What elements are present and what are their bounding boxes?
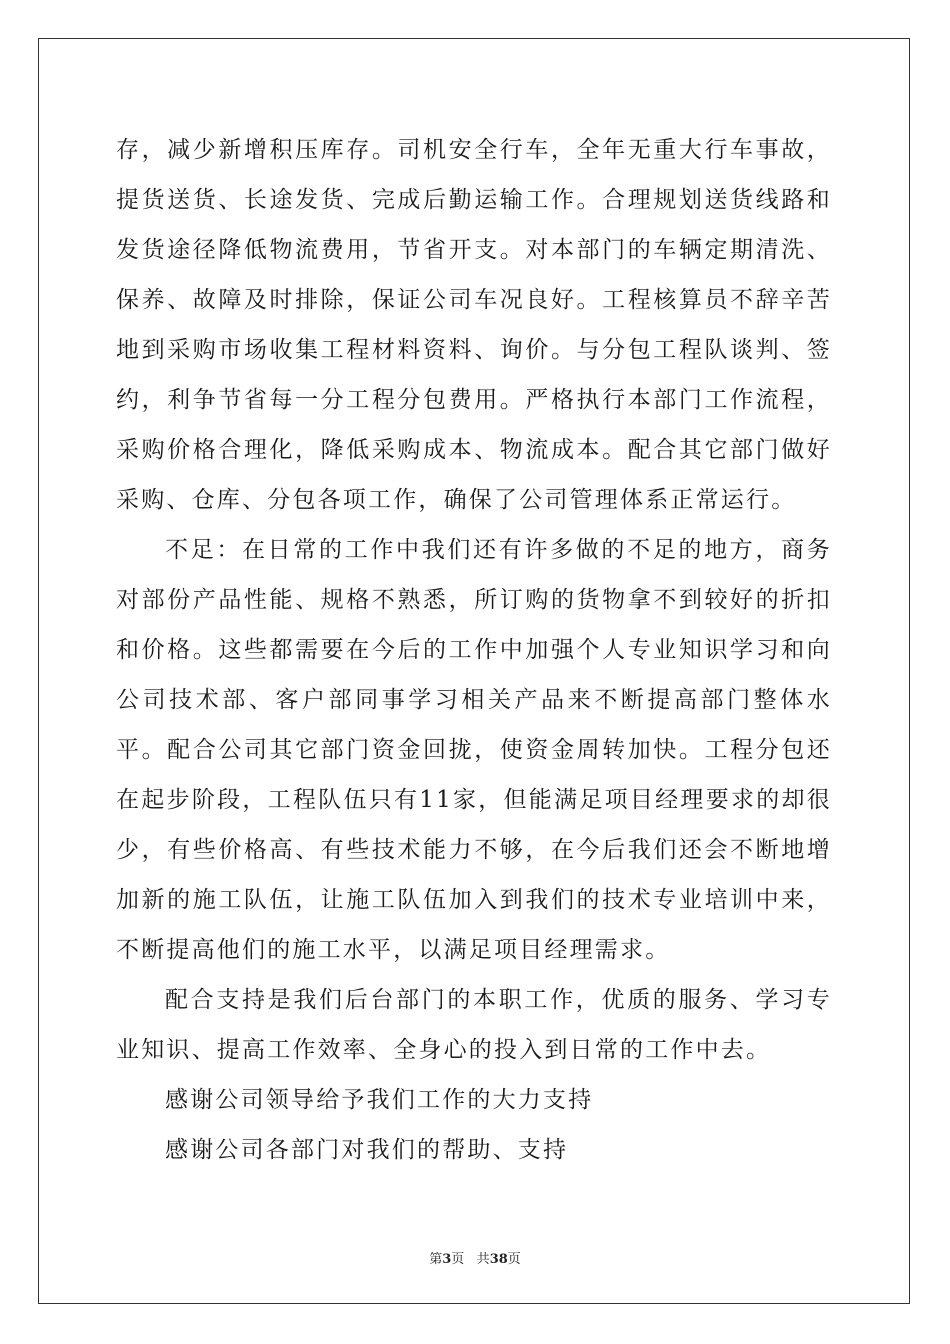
paragraph-thanks-departments: 感谢公司各部门对我们的帮助、支持 xyxy=(165,1137,569,1163)
total-pages: 38 xyxy=(489,1252,508,1267)
total-suffix: 页 xyxy=(507,1252,521,1267)
paragraph-thanks-leaders: 感谢公司领导给予我们工作的大力支持 xyxy=(165,1087,594,1113)
page-footer xyxy=(0,1248,950,1267)
total-prefix: 共 xyxy=(476,1252,490,1267)
page-number: 3 xyxy=(442,1252,452,1267)
document-body xyxy=(116,125,832,1175)
paragraph-support: 配合支持是我们后台部门的本职工作，优质的服务、学习专业知识、提高工作效率、全身心的投入到日常的工作中去。 xyxy=(116,987,832,1063)
page-suffix: 页 xyxy=(451,1252,465,1267)
paragraph-continuation: 存，减少新增积压库存。司机安全行车，全年无重大行车事故，提货送货、长途发货、完成后勤运输工作。合理规划送货线路和发货途径降低物流费用，节省开支。对本部门的车辆定期清洗、保养、故障及时排除，保证公司车况良好。工程核算员不辞辛苦地到采购市场收集工程材料资料、询价。与分包工程队谈判、签约，利争节省每一分工程分包费用。严格执行本部门工作流程，采购价格合理化，降低采购成本、物流成本。配合其它部门做好采购、仓库、分包各项工作，确保了公司管理体系正常运行。 xyxy=(116,137,832,513)
paragraph-shortcomings: 不足：在日常的工作中我们还有许多做的不足的地方，商务对部份产品性能、规格不熟悉，所订购的货物拿不到较好的折扣和价格。这些都需要在今后的工作中加强个人专业知识学习和向公司技术部、客户部同事学习相关产品来不断提高部门整体水平。配合公司其它部门资金回拢，使资金周转加快。工程分包还在起步阶段，工程队伍只有11家，但能满足项目经理要求的却很少，有些价格高、有些技术能力不够，在今后我们还会不断地增加新的施工队伍，让施工队伍加入到我们的技术专业培训中来，不断提高他们的施工水平，以满足项目经理需求。 xyxy=(116,537,832,963)
page-prefix: 第 xyxy=(429,1252,443,1267)
